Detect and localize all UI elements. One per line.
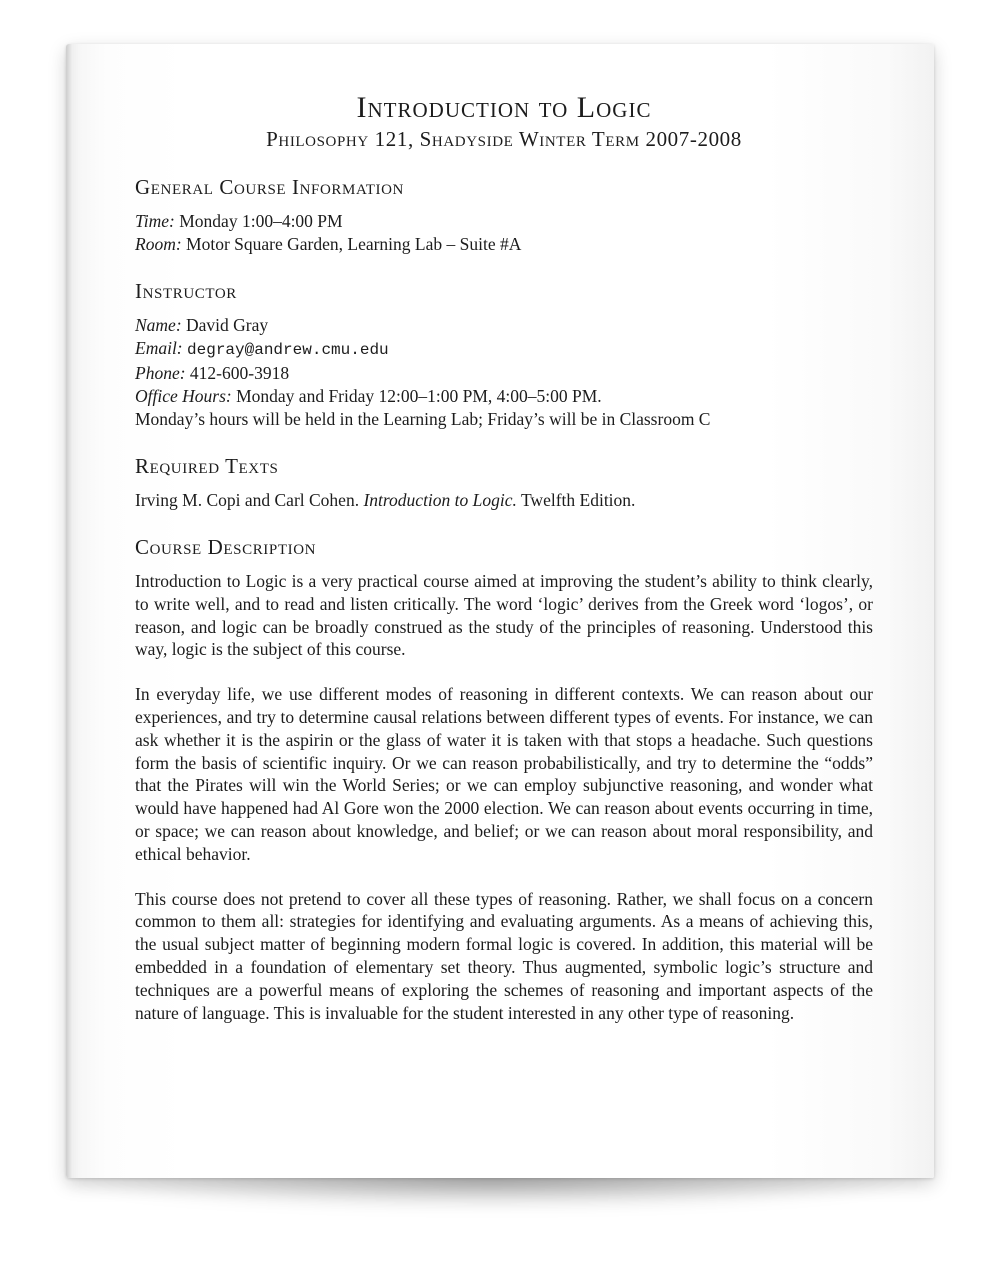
time-line bbox=[135, 210, 873, 233]
required-texts-heading: Required Texts bbox=[135, 454, 279, 478]
phone-label: Phone: bbox=[135, 363, 186, 383]
phone-value: 412-600-3918 bbox=[189, 363, 290, 383]
description-paragraph: Introduction to Logic is a very practical course aimed at improving the student’s ability to think clearly, to write well, and to read and listen critically. The word ‘logic’ derives from the Greek word ‘logos’, or reason, and logic can be broadly construed as the study of the principles of reasoning. Understood this way, logic is the subject of this course. bbox=[135, 571, 873, 660]
syllabus-content bbox=[135, 90, 873, 1046]
text-book-title: Introduction to Logic. bbox=[363, 490, 517, 510]
office-hours-label: Office Hours: bbox=[135, 386, 232, 406]
text-authors: Irving M. Copi and Carl Cohen. bbox=[135, 490, 360, 510]
room-line bbox=[135, 233, 873, 256]
general-info-section bbox=[135, 174, 873, 256]
text-edition: Twelfth Edition. bbox=[520, 490, 636, 510]
name-label: Name: bbox=[135, 315, 182, 335]
required-texts-section bbox=[135, 453, 873, 512]
document-subtitle: Philosophy 121, Shadyside Winter Term 2007-2008 bbox=[266, 127, 742, 151]
name-line bbox=[135, 314, 873, 337]
time-value: Monday 1:00–4:00 PM bbox=[179, 211, 343, 231]
course-description-section bbox=[135, 534, 873, 1024]
time-label: Time: bbox=[135, 211, 175, 231]
description-paragraph: In everyday life, we use different modes of reasoning in different contexts. We can reason about our experiences, and try to determine causal relations between different types of events. For instance, we can ask whether it is the aspirin or the glass of water it is taken with that stops a headache. Such questions form the basis of scientific inquiry. Or we can reason probabilistically, and try to determine the “odds” that the Pirates will win the World Series; or we can employ subjunctive reasoning, and wonder what would have happened had Al Gore won the 2000 election. We can reason about events occurring in time, or space; we can reason about knowledge, and belief; or we can reason about moral responsibility, and ethical behavior. bbox=[135, 684, 873, 864]
instructor-heading: Instructor bbox=[135, 279, 237, 303]
email-value: degray@andrew.cmu.edu bbox=[187, 341, 389, 359]
instructor-section bbox=[135, 278, 873, 431]
course-description-heading: Course Description bbox=[135, 535, 317, 559]
email-line bbox=[135, 337, 873, 362]
office-hours-value: Monday and Friday 12:00–1:00 PM, 4:00–5:00 PM. bbox=[236, 386, 602, 406]
office-hours-note: Monday’s hours will be held in the Learning Lab; Friday’s will be in Classroom C bbox=[135, 409, 711, 429]
required-text-entry bbox=[135, 489, 873, 512]
name-value: David Gray bbox=[186, 315, 269, 335]
room-label: Room: bbox=[135, 234, 182, 254]
phone-line bbox=[135, 362, 873, 385]
general-info-heading: General Course Information bbox=[135, 175, 404, 199]
office-hours-line bbox=[135, 385, 873, 408]
document-title: Introduction to Logic bbox=[356, 91, 652, 124]
description-paragraph: This course does not pretend to cover all these types of reasoning. Rather, we shall focus on a concern common to them all: strategies for identifying and evaluating arguments. As a means of achieving this, the usual subject matter of beginning modern formal logic is covered. In addition, this material will be embedded in a foundation of elementary set theory. Thus augmented, symbolic logic’s structure and techniques are a powerful means of exploring the schemes of reasoning and important aspects of the nature of language. This is invaluable for the student interested in any other type of reasoning. bbox=[135, 888, 873, 1023]
email-label: Email: bbox=[135, 338, 183, 358]
syllabus-sheet bbox=[66, 44, 934, 1178]
room-value: Motor Square Garden, Learning Lab – Suite #A bbox=[186, 234, 522, 254]
